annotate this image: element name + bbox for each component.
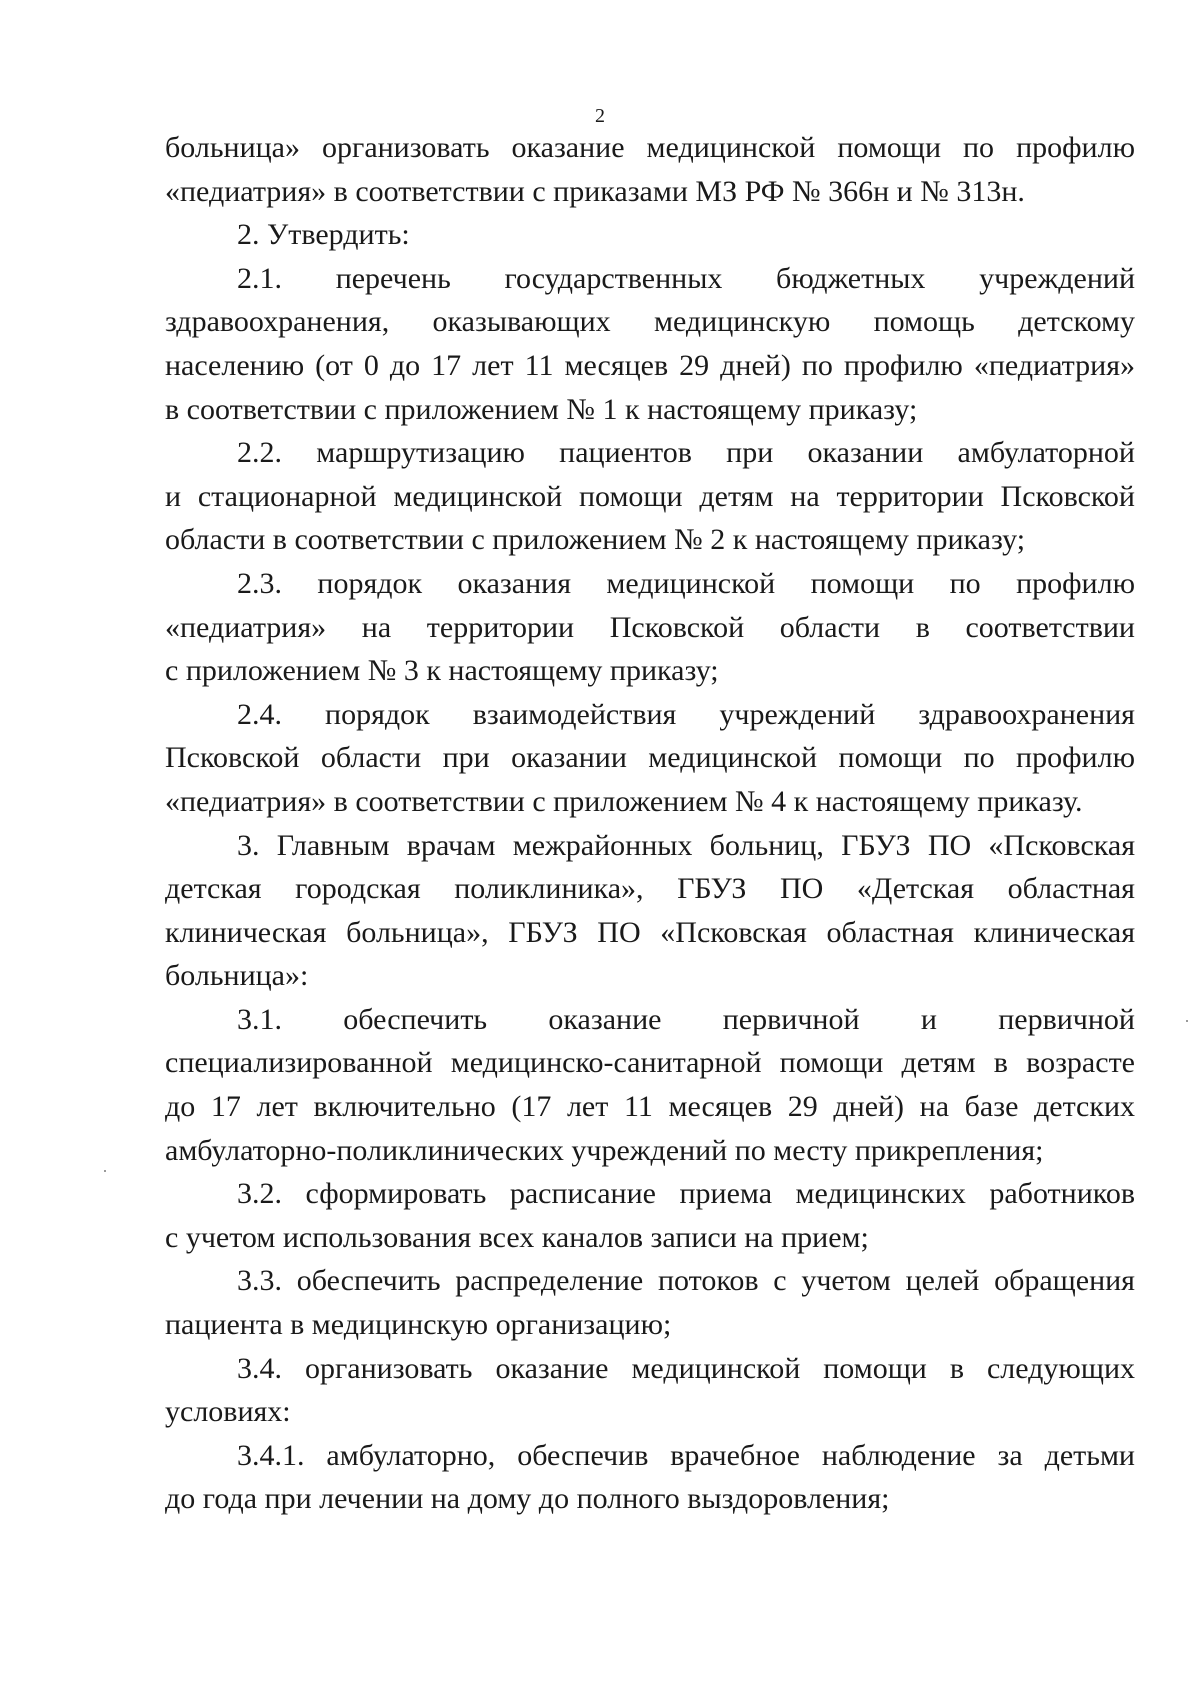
text-line: 3.4. организовать оказание медицинской помощи в следующих [237,1351,1135,1385]
text-line: детская городская поликлиника», ГБУЗ ПО «Детская областная [165,872,1135,906]
text-line: 3.2. сформировать расписание приема медицинских работников [237,1177,1135,1211]
text-line: и стационарной медицинской помощи детям на территории Псковской [165,479,1135,513]
text-line: населению (от 0 до 17 лет 11 месяцев 29 дней) по профилю «педиатрия» [165,348,1135,382]
text-line: до года при лечении на дому до полного выздоровления; [165,1482,890,1516]
paragraph [165,1172,1135,1259]
text-line: с приложением № 3 к настоящему приказу; [165,654,719,688]
text-line: в соответствии с приложением № 1 к настоящему приказу; [165,392,918,426]
text-line: Псковской области при оказании медицинской помощи по профилю [165,741,1135,775]
text-line: до 17 лет включительно (17 лет 11 месяцев 29 дней) на базе детских [165,1090,1135,1124]
text-line: 2.2. маршрутизацию пациентов при оказании амбулаторной [237,436,1135,470]
paragraph [165,824,1135,998]
text-line: условиях: [165,1395,291,1429]
text-line: «педиатрия» в соответствии с приказами МЗ РФ № 366н и № 313н. [165,174,1025,208]
paragraph [165,562,1135,693]
text-line: 3.1. обеспечить оказание первичной и первичной [237,1002,1135,1036]
text-line: здравоохранения, оказывающих медицинскую помощь детскому [165,305,1135,339]
text-line: «педиатрия» на территории Псковской области в соответствии [165,610,1135,644]
text-line: клиническая больница», ГБУЗ ПО «Псковская областная клиническая [165,915,1135,949]
text-line: 3.4.1. амбулаторно, обеспечив врачебное наблюдение за детьми [237,1438,1135,1472]
paragraph [165,998,1135,1172]
scan-mark [104,1170,106,1172]
paragraph [165,1434,1135,1521]
text-line: 3. Главным врачам межрайонных больниц, ГБУЗ ПО «Псковская [237,828,1135,862]
text-line: больница»: [165,959,309,993]
page-number: 2 [595,105,605,127]
text-line: 3.3. обеспечить распределение потоков с учетом целей обращения [237,1264,1135,1298]
text-line: больница» организовать оказание медицинской помощи по профилю [165,131,1135,164]
text-line: «педиатрия» в соответствии с приложением № 4 к настоящему приказу. [165,784,1083,818]
text-line: 2. Утвердить: [237,218,410,252]
text-line: 2.3. порядок оказания медицинской помощи по профилю [237,566,1135,600]
paragraph [165,431,1135,562]
text-line: области в соответствии с приложением № 2 к настоящему приказу; [165,523,1026,557]
paragraph [165,213,1135,257]
paragraph [165,1259,1135,1346]
text-line: 2.4. порядок взаимодействия учреждений здравоохранения [237,697,1135,731]
scan-mark [1186,1020,1188,1022]
paragraph [165,257,1135,431]
text-line: амбулаторно-поликлинических учреждений по месту прикрепления; [165,1133,1044,1167]
text-line: пациента в медицинскую организацию; [165,1308,672,1342]
paragraph [165,693,1135,824]
text-line: 2.1. перечень государственных бюджетных учреждений [237,261,1135,295]
document-body [165,126,1135,1521]
text-line: специализированной медицинско-санитарной помощи детям в возрасте [165,1046,1135,1080]
paragraph [165,126,1135,213]
paragraph [165,1347,1135,1434]
text-line: с учетом использования всех каналов записи на прием; [165,1220,869,1254]
